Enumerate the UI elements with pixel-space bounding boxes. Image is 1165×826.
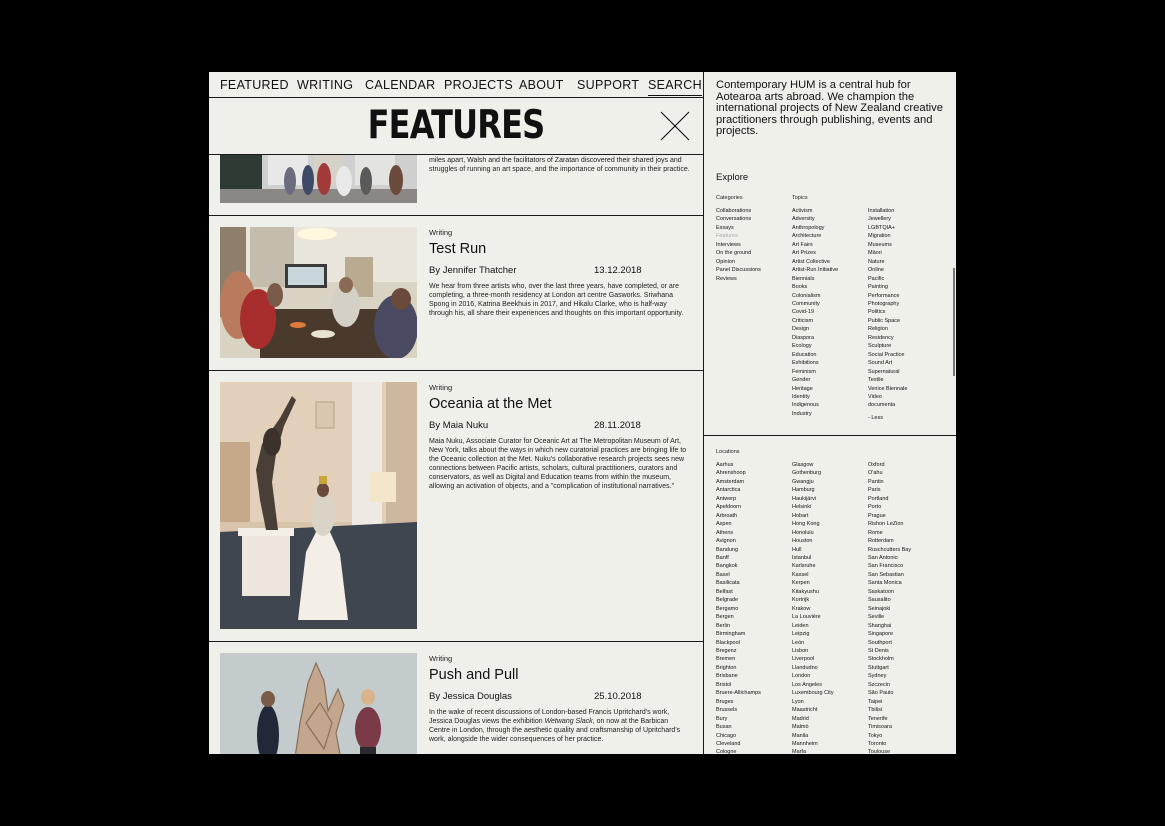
topic-link[interactable]: Design — [792, 326, 810, 333]
nav-support[interactable]: SUPPORT — [577, 78, 640, 92]
location-link[interactable]: Amsterdam — [716, 478, 745, 485]
topic-link[interactable]: Installation — [868, 208, 895, 214]
article-card-oceania[interactable] — [209, 370, 703, 642]
topic-link[interactable]: Religion — [868, 326, 888, 333]
location-link[interactable]: Blackpool — [716, 639, 740, 646]
location-link[interactable]: Portland — [868, 495, 889, 502]
location-link[interactable]: Brussels — [716, 707, 738, 714]
location-link[interactable]: Gwangju — [792, 478, 814, 485]
topic-link[interactable]: Colonialism — [792, 292, 821, 299]
location-link[interactable]: Brisbane — [716, 673, 738, 680]
topic-link[interactable]: Education — [792, 351, 817, 358]
topic-link[interactable]: Video — [868, 393, 882, 400]
location-link[interactable]: Basel — [716, 571, 730, 578]
location-link[interactable]: Kortrijk — [792, 597, 810, 604]
topic-link[interactable]: Performance — [868, 292, 900, 299]
topic-link[interactable]: Online — [868, 267, 884, 274]
article-date: 25.10.2018 — [594, 691, 642, 702]
location-link[interactable]: Ruschcutters Bay — [868, 546, 912, 553]
topic-link[interactable]: Anthropology — [792, 224, 825, 231]
location-link[interactable]: Belgrade — [716, 597, 739, 604]
sidebar — [704, 72, 956, 754]
topic-link[interactable]: Indigenous — [792, 402, 819, 409]
locations-list — [716, 461, 761, 754]
topic-link[interactable]: Sculpture — [868, 343, 892, 350]
location-link[interactable]: Bremen — [716, 656, 736, 663]
location-link[interactable]: Hobart — [792, 512, 809, 519]
article-category: Writing — [429, 654, 453, 663]
location-link[interactable]: Hull — [792, 546, 802, 553]
location-link[interactable]: Los Angeles — [792, 681, 822, 688]
article-image[interactable] — [220, 155, 417, 203]
topic-link[interactable]: Covid-19 — [792, 309, 815, 316]
topics-list-2 — [868, 207, 907, 410]
location-link[interactable]: Bergamo — [716, 605, 739, 612]
topic-link[interactable]: Social Practice — [868, 351, 905, 358]
article-feed — [209, 155, 703, 754]
location-link[interactable]: Karlsruhe — [792, 563, 816, 570]
location-link[interactable]: Kerpen — [792, 580, 810, 587]
location-link[interactable]: Seville — [868, 614, 885, 621]
category-link[interactable]: Essays — [716, 224, 734, 231]
article-card-zaratan[interactable] — [209, 155, 703, 216]
location-link[interactable]: Cologne — [716, 749, 737, 754]
article-summary: Maia Nuku, Associate Curator for Oceanic Art at The Metropolitan Museum of Art, New York, talks about the ways in which new curatorial practices are bringing life to the Oceanic collection at the Met. Nuku's collaborative research projects sees new connections between Pacific artists, scholars, cultural practitioners, curators and conservators, as well as Digital and Education teams from within the museum, allowing an activation of objects, and a "complication of institutional narratives." — [429, 438, 687, 491]
location-link[interactable]: Apeldoorn — [716, 504, 742, 511]
article-author: By Jennifer Thatcher — [429, 265, 517, 276]
location-link[interactable]: Bandung — [716, 546, 739, 553]
topic-link[interactable]: Māori — [868, 250, 882, 257]
location-link[interactable]: Prague — [868, 512, 886, 519]
location-link[interactable]: Belfast — [716, 588, 733, 595]
location-link[interactable]: Birmingham — [716, 631, 746, 638]
location-link[interactable]: Rotterdam — [868, 538, 894, 545]
location-link[interactable]: O'ahu — [868, 470, 883, 477]
location-link[interactable]: Mannheim — [792, 740, 818, 747]
category-link[interactable]: Interviews — [716, 241, 741, 248]
article-image[interactable] — [220, 227, 417, 358]
topic-link[interactable]: Museums — [868, 241, 892, 248]
location-link[interactable]: Shanghai — [868, 622, 892, 629]
location-link[interactable]: Houston — [792, 538, 813, 545]
location-link[interactable]: Krakow — [792, 605, 811, 612]
article-date: 28.11.2018 — [594, 420, 641, 431]
less-toggle[interactable]: - Less — [868, 415, 883, 421]
topic-link[interactable]: Migration — [868, 233, 891, 240]
location-link[interactable]: Stockholm — [868, 656, 894, 663]
location-link[interactable]: San Sebastian — [868, 571, 904, 578]
main-nav — [209, 72, 703, 98]
page-title: FEATURES — [367, 103, 545, 148]
topic-link[interactable]: Gender — [792, 377, 811, 384]
location-link[interactable]: Cleveland — [716, 740, 741, 747]
location-link[interactable]: Arbroath — [716, 512, 738, 519]
location-link[interactable]: Kitakyushu — [792, 588, 819, 595]
article-title[interactable]: Push and Pull — [429, 667, 519, 683]
article-image[interactable] — [220, 653, 417, 754]
categories-list — [716, 207, 761, 283]
location-link[interactable]: Llandudno — [792, 664, 818, 671]
location-link[interactable]: Bregenz — [716, 647, 737, 654]
location-link[interactable]: Sausalito — [868, 597, 891, 604]
nav-featured[interactable]: FEATURED — [220, 78, 289, 92]
article-title[interactable]: Oceania at the Met — [429, 396, 552, 412]
location-link[interactable]: Basilicata — [716, 580, 740, 587]
location-link[interactable]: Honolulu — [792, 529, 814, 536]
article-category: Writing — [429, 228, 453, 237]
article-author: By Jessica Douglas — [429, 691, 512, 702]
topic-link[interactable]: Activism — [792, 208, 813, 214]
article-card-test-run[interactable] — [209, 215, 703, 371]
location-link[interactable]: Ahrenshoop — [716, 470, 746, 477]
location-link[interactable]: Szczecin — [868, 681, 891, 688]
location-link[interactable]: São Paulo — [868, 690, 894, 697]
article-summary: miles apart, Walsh and the facilitators of Zaratan discovered their shared joys and struggles of running an art space, and the importance of community in their practice. — [429, 157, 690, 174]
location-link[interactable]: Aarhus — [716, 462, 734, 468]
category-link[interactable]: Panel Discussions — [716, 267, 761, 274]
location-link[interactable]: Antwerp — [716, 495, 737, 502]
location-link[interactable]: Manila — [792, 732, 809, 739]
topic-link[interactable]: Supernatural — [868, 368, 900, 375]
category-link[interactable]: Reviews — [716, 275, 737, 282]
location-link[interactable]: Bruere-Allichamps — [716, 690, 761, 697]
location-link[interactable]: London — [792, 673, 811, 680]
article-card-push-and-pull[interactable] — [209, 641, 703, 754]
location-link[interactable]: La Louvière — [792, 614, 821, 621]
location-link[interactable]: Maastricht — [792, 707, 818, 714]
topic-link[interactable]: Textile — [868, 377, 884, 384]
categories-heading: Categories — [716, 195, 743, 201]
article-image[interactable] — [220, 382, 417, 629]
location-link[interactable]: San Francisco — [868, 563, 904, 570]
topic-link[interactable]: Public Space — [868, 317, 901, 324]
location-link[interactable]: Tokyo — [868, 732, 883, 739]
locations-list-3 — [868, 461, 911, 754]
category-link[interactable]: On the ground — [716, 250, 752, 257]
topic-link[interactable]: Nature — [868, 258, 885, 265]
article-summary — [429, 708, 691, 744]
location-link[interactable]: Liverpool — [792, 656, 815, 663]
topic-link[interactable]: Diaspora — [792, 334, 815, 341]
article-title[interactable]: Test Run — [429, 241, 487, 257]
topic-link[interactable]: Adversity — [792, 216, 815, 223]
title-bar — [209, 98, 703, 155]
article-date: 13.12.2018 — [594, 265, 642, 276]
location-link[interactable]: Kassel — [792, 571, 809, 578]
location-link[interactable]: Timisoara — [868, 724, 892, 731]
topic-link[interactable]: Ecology — [792, 343, 812, 350]
location-link[interactable]: Leiden — [792, 622, 809, 629]
location-link[interactable]: Sydney — [868, 673, 887, 680]
topic-link[interactable]: Politics — [868, 309, 886, 316]
location-link[interactable]: Lisbon — [792, 647, 809, 654]
location-link[interactable]: Glasgow — [792, 462, 814, 468]
location-link[interactable]: Toronto — [868, 740, 887, 747]
summary-text-before: In the wake of recent discussions of London-based Francis Upritchard's work, Jessica Douglas views the exhibition — [429, 709, 670, 726]
topic-link[interactable]: documenta — [868, 402, 896, 409]
topic-link[interactable]: Art Fairs — [792, 241, 813, 248]
topic-link[interactable]: Exhibitions — [792, 360, 819, 367]
site-intro: Contemporary HUM is a central hub for Aotearoa arts abroad. We champion the international projects of New Zealand creative practitioners through publishing, events and projects. — [716, 79, 943, 137]
location-link[interactable]: Tbilisi — [868, 707, 883, 714]
location-link[interactable]: Toulouse — [868, 749, 891, 754]
location-link[interactable]: Haukijärvi — [792, 495, 817, 502]
location-link[interactable]: Lyon — [792, 698, 804, 705]
topic-link[interactable]: Biennials — [792, 275, 815, 282]
location-link[interactable]: Pantin — [868, 478, 884, 485]
location-link[interactable]: Marfa — [792, 749, 807, 754]
location-link[interactable]: Berlin — [716, 622, 731, 629]
location-link[interactable]: Gothenburg — [792, 470, 822, 477]
location-link[interactable]: Avignon — [716, 538, 736, 545]
location-link[interactable]: Malmö — [792, 724, 809, 731]
divider — [704, 435, 956, 436]
category-link[interactable]: Features — [716, 233, 738, 240]
topic-link[interactable]: Books — [792, 284, 808, 291]
location-link[interactable]: Madrid — [792, 715, 809, 722]
location-link[interactable]: Istanbul — [792, 554, 812, 561]
main-panel — [209, 72, 704, 754]
topic-link[interactable]: Pacific — [868, 275, 885, 282]
topic-link[interactable]: Jewellery — [868, 216, 891, 223]
close-icon[interactable] — [660, 111, 690, 141]
location-link[interactable]: Santa Monica — [868, 580, 902, 587]
locations-list-2 — [792, 461, 834, 754]
nav-calendar[interactable]: CALENDAR — [365, 78, 436, 92]
summary-text-after: , on now at the Barbican Centre in London, through the aesthetic quality and craftsmanship of Upritchard's work, alongside the wider consequences of her practice. — [429, 718, 681, 744]
location-link[interactable]: Bangkok — [716, 563, 738, 570]
location-link[interactable]: Taipei — [868, 698, 883, 705]
topic-link[interactable]: Artist Collective — [792, 258, 830, 265]
topic-link[interactable]: Heritage — [792, 385, 813, 392]
explore-heading: Explore — [716, 172, 749, 183]
topic-link[interactable]: Photography — [868, 300, 900, 307]
location-link[interactable]: Luxembourg City — [792, 690, 834, 697]
location-link[interactable]: Bury — [716, 715, 728, 722]
location-link[interactable]: Aspen — [716, 521, 732, 528]
location-link[interactable]: Bergen — [716, 614, 734, 621]
topic-link[interactable]: Art Prizes — [792, 250, 816, 257]
location-link[interactable]: Southport — [868, 639, 892, 646]
location-link[interactable]: Rome — [868, 529, 883, 536]
topic-link[interactable]: Painting — [868, 284, 888, 291]
category-link[interactable]: Opinion — [716, 258, 735, 265]
sidebar-scrollbar[interactable] — [953, 268, 955, 376]
topic-link[interactable]: Feminism — [792, 368, 816, 375]
location-link[interactable]: Bruges — [716, 698, 734, 705]
nav-about[interactable]: ABOUT — [519, 78, 564, 92]
location-link[interactable]: Chicago — [716, 732, 737, 739]
location-link[interactable]: Hamburg — [792, 487, 815, 494]
location-link[interactable]: St Denis — [868, 647, 889, 654]
location-link[interactable]: San Antonio — [868, 554, 898, 561]
article-author: By Maia Nuku — [429, 420, 489, 431]
location-link[interactable]: Singapore — [868, 631, 894, 638]
location-link[interactable]: León — [792, 639, 805, 646]
topic-link[interactable]: Community — [792, 300, 820, 307]
topic-link[interactable]: Sound Art — [868, 360, 893, 367]
location-link[interactable]: Hong Kong — [792, 521, 820, 528]
topic-link[interactable]: Industry — [792, 410, 812, 417]
topic-link[interactable]: Architecture — [792, 233, 822, 240]
location-link[interactable]: Athens — [716, 529, 734, 536]
topic-link[interactable]: LGBTQIA+ — [868, 224, 896, 231]
location-link[interactable]: Leipzig — [792, 631, 810, 638]
article-summary: We hear from three artists who, over the last three years, have completed, or are completing, a three-month residency at London art centre Gasworks. Sriwhana Spong in 2016, Katrina Beekhuis in 2017, and Hikalu Clarke, who is half-way through his, all share their experiences and thoughts on this important opportunity. — [429, 283, 684, 318]
location-link[interactable]: Paris — [868, 487, 881, 494]
topic-link[interactable]: Criticism — [792, 317, 814, 324]
topic-link[interactable]: Artist-Run Initiative — [792, 267, 839, 274]
location-link[interactable]: Busan — [716, 724, 732, 731]
nav-search[interactable]: SEARCH — [648, 78, 702, 96]
topic-link[interactable]: Identity — [792, 393, 810, 400]
topics-list — [792, 207, 838, 418]
location-link[interactable]: Saskatoon — [868, 588, 894, 595]
location-link[interactable]: Bristol — [716, 681, 732, 688]
nav-projects[interactable]: PROJECTS — [444, 78, 514, 92]
nav-writing[interactable]: WRITING — [297, 78, 354, 92]
location-link[interactable]: Antarctica — [716, 487, 741, 494]
location-link[interactable]: Porto — [868, 504, 882, 511]
category-link[interactable]: Collaborations — [716, 208, 752, 214]
location-link[interactable]: Seinajoki — [868, 605, 891, 612]
page-frame — [209, 72, 956, 754]
location-link[interactable]: Brighton — [716, 664, 737, 671]
exhibition-title: Wetwang Slack — [544, 718, 593, 726]
locations-heading: Locations — [716, 449, 740, 455]
location-link[interactable]: Banff — [716, 554, 729, 561]
article-category: Writing — [429, 383, 453, 392]
location-link[interactable]: Rishon LeZion — [868, 521, 904, 528]
category-link[interactable]: Conversations — [716, 216, 752, 223]
location-link[interactable]: Helsinki — [792, 504, 812, 511]
location-link[interactable]: Oxford — [868, 462, 885, 468]
location-link[interactable]: Stuttgart — [868, 664, 889, 671]
topics-heading: Topics — [792, 195, 808, 201]
topic-link[interactable]: Venice Biennale — [868, 385, 908, 392]
location-link[interactable]: Tenerife — [868, 715, 888, 722]
topic-link[interactable]: Residency — [868, 334, 894, 341]
